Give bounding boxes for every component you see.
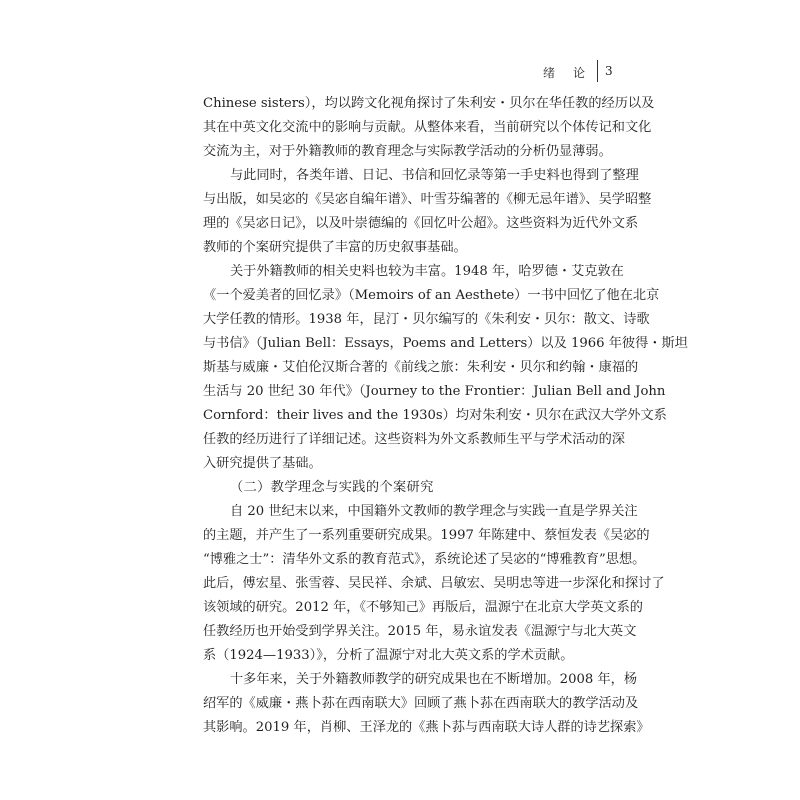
body-line: 交流为主，对于外籍教师的教育理念与实际教学活动的分析仍显薄弱。 (203, 144, 612, 159)
section-heading: （二）教学理念与实践的个案研究 (230, 480, 434, 495)
paragraph-first-line: 自 20 世纪末以来，中国籍外文教师的教学理念与实践一直是学界关注 (230, 504, 638, 519)
paragraph-first-line: 十多年来，关于外籍教师教学的研究成果也在不断增加。2008 年，杨 (230, 672, 638, 687)
body-line: 此后，傅宏星、张雪蓉、吴民祥、余斌、吕敏宏、吴明忠等进一步深化和探讨了 (203, 576, 665, 591)
body-line: 系（1924—1933）》，分析了温源宁对北大英文系的学术贡献。 (203, 648, 574, 663)
body-line: 理的《吴宓日记》，以及叶崇德编的《回忆叶公超》。这些资料为近代外文系 (203, 216, 639, 231)
body-line: 斯基与威廉・艾伯伦汉斯合著的《前线之旅：朱利安・贝尔和约翰・康福的 (203, 360, 639, 375)
body-line: “博雅之士”：清华外文系的教育范式》，系统论述了吴宓的“博雅教育”思想。 (203, 552, 646, 567)
chapter-title: 绪 论 (542, 66, 588, 80)
body-line: 其影响。2019 年，肖柳、王泽龙的《燕卜荪与西南联大诗人群的诗艺探索》 (203, 720, 650, 735)
body-line: 生活与 20 世纪 30 年代》（Journey to the Frontier：Julian Bell and John (203, 384, 666, 399)
body-line: 绍军的《威廉・燕卜荪在西南联大》回顾了燕卜荪在西南联大的教学活动及 (203, 696, 639, 711)
body-line: 任教经历也开始受到学界关注。2015 年，易永谊发表《温源宁与北大英文 (203, 624, 637, 639)
body-line: 大学任教的情形。1938 年，昆汀・贝尔编写的《朱利安・贝尔：散文、诗歌 (203, 312, 650, 327)
body-line: 教师的个案研究提供了丰富的历史叙事基础。 (203, 240, 467, 255)
body-line: 与出版，如吴宓的《吴宓自编年谱》、叶雪芬编著的《柳无忌年谱》、吴学昭整 (203, 192, 652, 207)
body-line: 其在中英文化交流中的影响与贡献。从整体来看，当前研究以个体传记和文化 (203, 120, 652, 135)
body-line: 《一个爱美者的回忆录》（Memoirs of an Aesthete）一书中回忆了他在北京 (203, 288, 660, 303)
body-line: 该领域的研究。2012 年，《不够知己》再版后，温源宁在北京大学英文系的 (203, 600, 643, 615)
body-line: 任教的经历进行了详细记述。这些资料为外文系教师生平与学术活动的深 (203, 432, 625, 447)
body-line: 与书信》（Julian Bell：Essays，Poems and Letters）以及 1966 年彼得・斯坦 (203, 336, 688, 351)
paragraph-first-line: 与此同时，各类年谱、日记、书信和回忆录等第一手史料也得到了整理 (230, 168, 639, 183)
paragraph-first-line: 关于外籍教师的相关史料也较为丰富。1948 年，哈罗德・艾克敦在 (230, 264, 624, 279)
body-line: Chinese sisters），均以跨文化视角探讨了朱利安・贝尔在华任教的经历以及 (203, 96, 655, 111)
body-line: Cornford：their lives and the 1930s）均对朱利安・贝尔在武汉大学外文系 (203, 408, 667, 423)
page-number: 3 (605, 64, 613, 78)
body-line: 入研究提供了基础。 (203, 456, 322, 471)
body-line: 的主题，并产生了一系列重要研究成果。1997 年陈建中、蔡恒发表《吴宓的 (203, 528, 650, 543)
